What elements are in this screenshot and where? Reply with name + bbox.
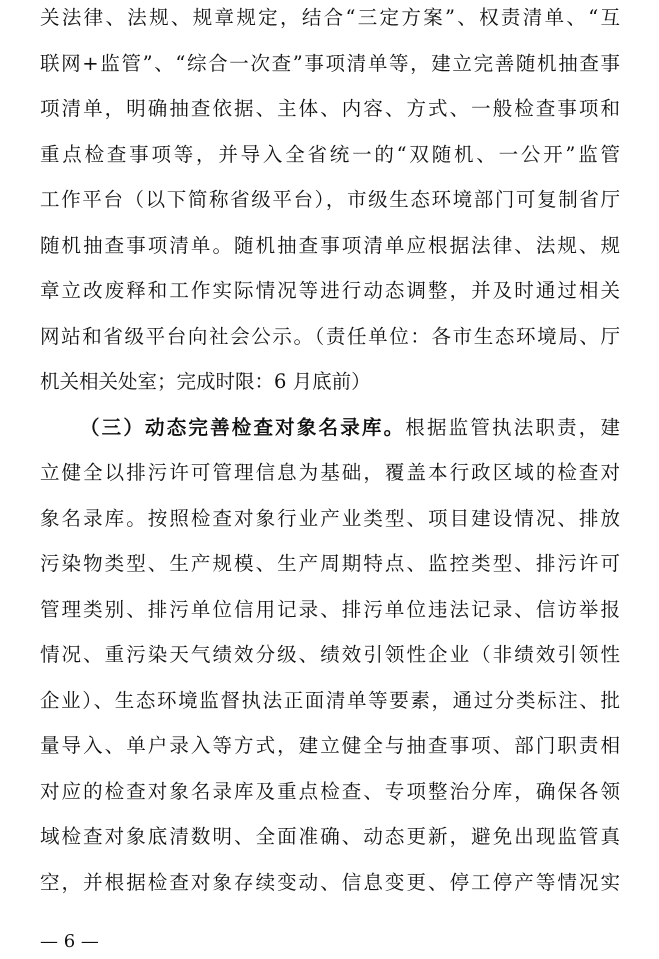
paragraph-line: 空，并根据检查对象存续变动、信息变更、停工停产等情况实 [40,870,620,894]
paragraph-line: 对应的检查对象名录库及重点检查、专项整治分库，确保各领 [40,779,620,803]
paragraph-line: 污染物类型、生产规模、生产周期特点、监控类型、排污许可 [40,552,620,575]
paragraph-line: 管理类别、排污单位信用记录、排污单位违法记录、信访举报 [40,597,620,621]
paragraph-line: 情况、重污染天气绩效分级、绩效引领性企业（非绩效引领性 [40,643,620,666]
section-heading: （三）动态完善检查对象名录库。 [80,415,406,439]
page-number: — 6 — [40,931,99,952]
paragraph-line: 立健全以排污许可管理信息为基础，覆盖本行政区域的检查对 [40,461,620,484]
section-heading-rest: 根据监管执法职责，建 [405,415,620,439]
paragraph-line: 企业）、生态环境监督执法正面清单等要素，通过分类标注、批 [40,688,620,712]
paragraph-line: 重点检查事项等，并导入全省统一的“双随机、一公开”监管 [40,142,620,166]
paragraph-line: 联网+监管”、“综合一次查”事项清单等，建立完善随机抽查事 [40,51,620,75]
paragraph-line: 关法律、法规、规章规定，结合“三定方案”、权责清单、“互 [40,6,620,29]
paragraph-line: 机关相关处室；完成时限：6 月底前） [40,370,371,393]
section-heading-line [80,414,620,442]
paragraph-line: 工作平台（以下简称省级平台），市级生态环境部门可复制省厅 [40,188,620,211]
paragraph-line: 章立改废释和工作实际情况等进行动态调整，并及时通过相关 [40,279,620,302]
paragraph-line: 项清单，明确抽查依据、主体、内容、方式、一般检查事项和 [40,97,620,120]
paragraph-line: 随机抽查事项清单。随机抽查事项清单应根据法律、法规、规 [40,233,620,257]
paragraph-line: 量导入、单户录入等方式，建立健全与抽查事项、部门职责相 [40,734,620,757]
paragraph-line: 象名录库。按照检查对象行业产业类型、项目建设情况、排放 [40,506,620,530]
paragraph-line: 网站和省级平台向社会公示。（责任单位：各市生态环境局、厅 [40,324,620,348]
paragraph-line: 域检查对象底清数明、全面准确、动态更新，避免出现监管真 [40,825,620,848]
